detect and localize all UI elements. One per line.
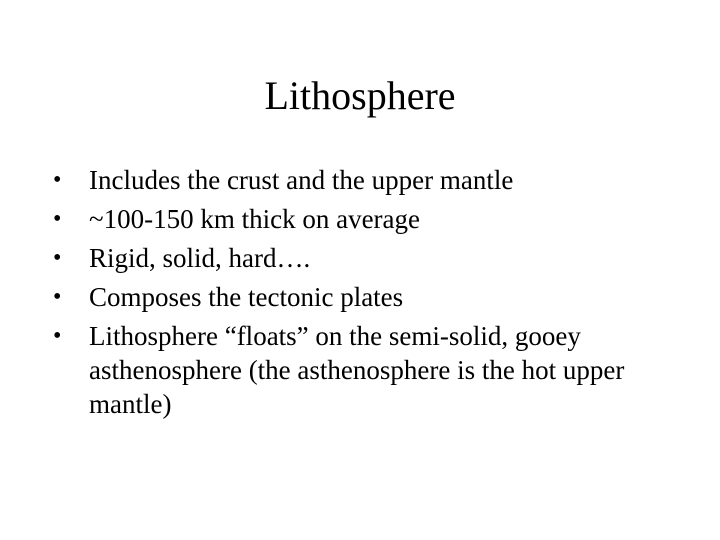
bullet-text: ~100-150 km thick on average [89,204,421,234]
bullet-item-3 [53,241,672,275]
bullet-marker-icon: • [53,167,62,193]
bullet-text: Rigid, solid, hard…. [89,243,311,273]
bullet-list [53,163,672,426]
bullet-text: Includes the crust and the upper mantle [89,165,514,195]
bullet-item-5 [53,319,672,421]
bullet-marker-icon: • [53,323,62,349]
bullet-item-4 [53,280,672,314]
bullet-marker-icon: • [53,284,62,310]
slide-title: Lithosphere [264,73,456,118]
bullet-text: Composes the tectonic plates [89,282,404,312]
bullet-item-1 [53,163,672,197]
bullet-marker-icon: • [53,206,62,232]
bullet-marker-icon: • [53,245,62,271]
bullet-item-2 [53,202,672,236]
bullet-text: Lithosphere “floats” on the semi-solid, gooey asthenosphere (the asthenosphere is the hot upper mantle) [89,321,625,419]
